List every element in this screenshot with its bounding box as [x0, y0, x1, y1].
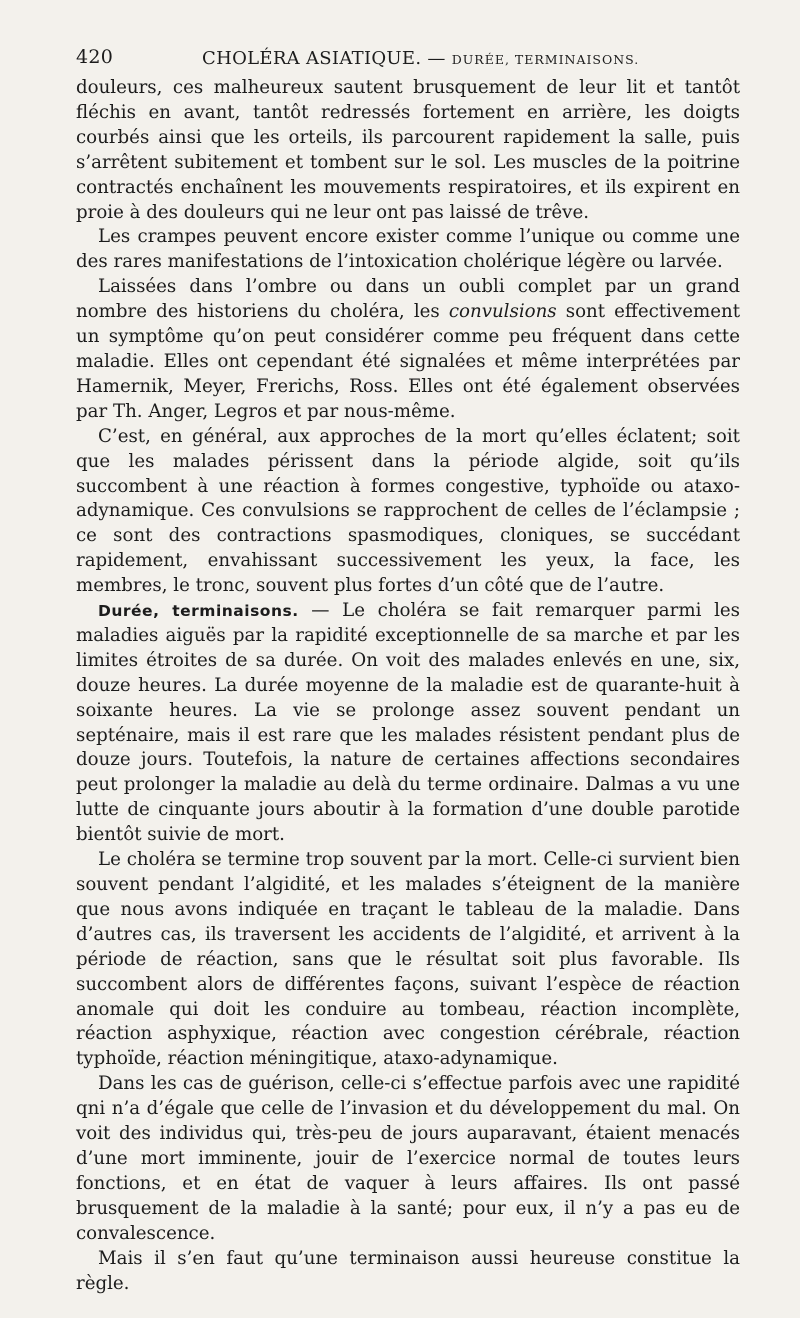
paragraph-crampes: Les crampes peuvent encore exister comme l’unique ou comme une des rares manifestations de l’intoxication cholérique légère ou larvée. [76, 226, 740, 273]
paragraph-terminaison-mort: Le choléra se termine trop souvent par la mort. Celle-ci survient bien souvent pendant l’algidité, et les malades s’éteignent de la manière que nous avons indiquée en traçant le tableau de la maladie. Dans d’autres cas, ils traversent les accidents de l’algidité, et arrivent à la période de réaction, sans que le résultat soit plus favorable. Ils succombent alors de différentes façons, suivant l’espèce de réaction anomale qui doit les conduire au tombeau, réaction incomplète, réaction asphyxique, réaction avec congestion cérébrale, réaction typhoïde, réaction méningitique, ataxo-adynamique. [76, 849, 740, 1070]
paragraph-guerison: Dans les cas de guérison, celle-ci s’effectue parfois avec une rapidité qni n’a d’égale que celle de l’invasion et du développement du mal. On voit des individus qui, très-peu de jours auparavant, étaient menacés d’une mort imminente, jouir de l’exercice normal de toutes leurs fonctions, et en état de vaquer à leurs affaires. Ils ont passé brusquement de la maladie à la santé; pour eux, il n’y a pas eu de convalescence. [76, 1073, 740, 1244]
paragraph-continuation: douleurs, ces malheureux sautent brusquement de leur lit et tantôt fléchis en avant, tantôt redressés fortement en arrière, les doigts courbés ainsi que les orteils, ils parcourent rapidement la salle, puis s’arrêtent subitement et tombent sur le sol. Les muscles de la poitrine contractés enchaînent les mouvements respiratoires, et ils expirent en proie à des douleurs qui ne leur ont pas laissé de trêve. [76, 77, 740, 223]
paragraph-convulsions-start: Laissées dans l’ombre ou dans un oubli complet par un grand nombre des historiens du choléra, les [76, 276, 740, 323]
running-head-section: DURÉE, TERMINAISONS. [451, 52, 640, 67]
emphasis-convulsions: convulsions [448, 301, 557, 323]
paragraph-convulsions-end: sont effectivement un symptôme qu’on peut considérer comme peu fréquent dans cette maladie. Elles ont cependant été signalées et même interprétées par Hamernik, Meyer, Frerichs, Ross. Elles ont été également observées par Th. Anger, Legros et par nous-même. [76, 301, 740, 422]
page-number: 420 [76, 46, 114, 68]
paragraph-duree-text: Le choléra se fait remarquer parmi les maladies aiguës par la rapidité exceptionnelle de sa marche et par les limites étroites de sa durée. On voit des malades enlevés en une, six, douze heures. La durée moyenne de la maladie est de quarante-huit à soixante heures. La vie se prolonge assez souvent pendant un septénaire, mais il est rare que les malades résistent pendant plus de douze jours. Toutefois, la nature de certaines affections secondaires peut prolonger la maladie au delà du terme ordinaire. Dalmas a vu une lutte de cinquante jours aboutir à la formation d’une double parotide bientôt suivie de mort. [76, 600, 740, 846]
paragraph-duree [76, 599, 740, 848]
running-head [202, 48, 639, 69]
running-head-separator: — [427, 48, 446, 69]
section-heading-duree: Durée, terminaisons. [98, 602, 299, 621]
page-header [76, 40, 738, 76]
heading-dash: — [298, 600, 343, 622]
paragraph-regle: Mais il s’en faut qu’une terminaison aussi heureuse constitue la règle. [76, 1247, 740, 1294]
running-head-title: CHOLÉRA ASIATIQUE. [202, 48, 422, 69]
paragraph-approches-mort: C’est, en général, aux approches de la mort qu’elles éclatent; soit que les malades périssent dans la période algide, soit qu’ils succombent à une réaction à formes congestive, typhoïde ou ataxo-adynamique. Ces convulsions se rapprochent de celles de l’éclampsie ; ce sont des contractions spasmodiques, cloniques, se succédant rapidement, envahissant successivement les yeux, la face, les membres, le tronc, souvent plus fortes d’un côté que de l’autre. [76, 425, 740, 597]
body-text [76, 76, 740, 1296]
paragraph-convulsions [76, 275, 740, 424]
